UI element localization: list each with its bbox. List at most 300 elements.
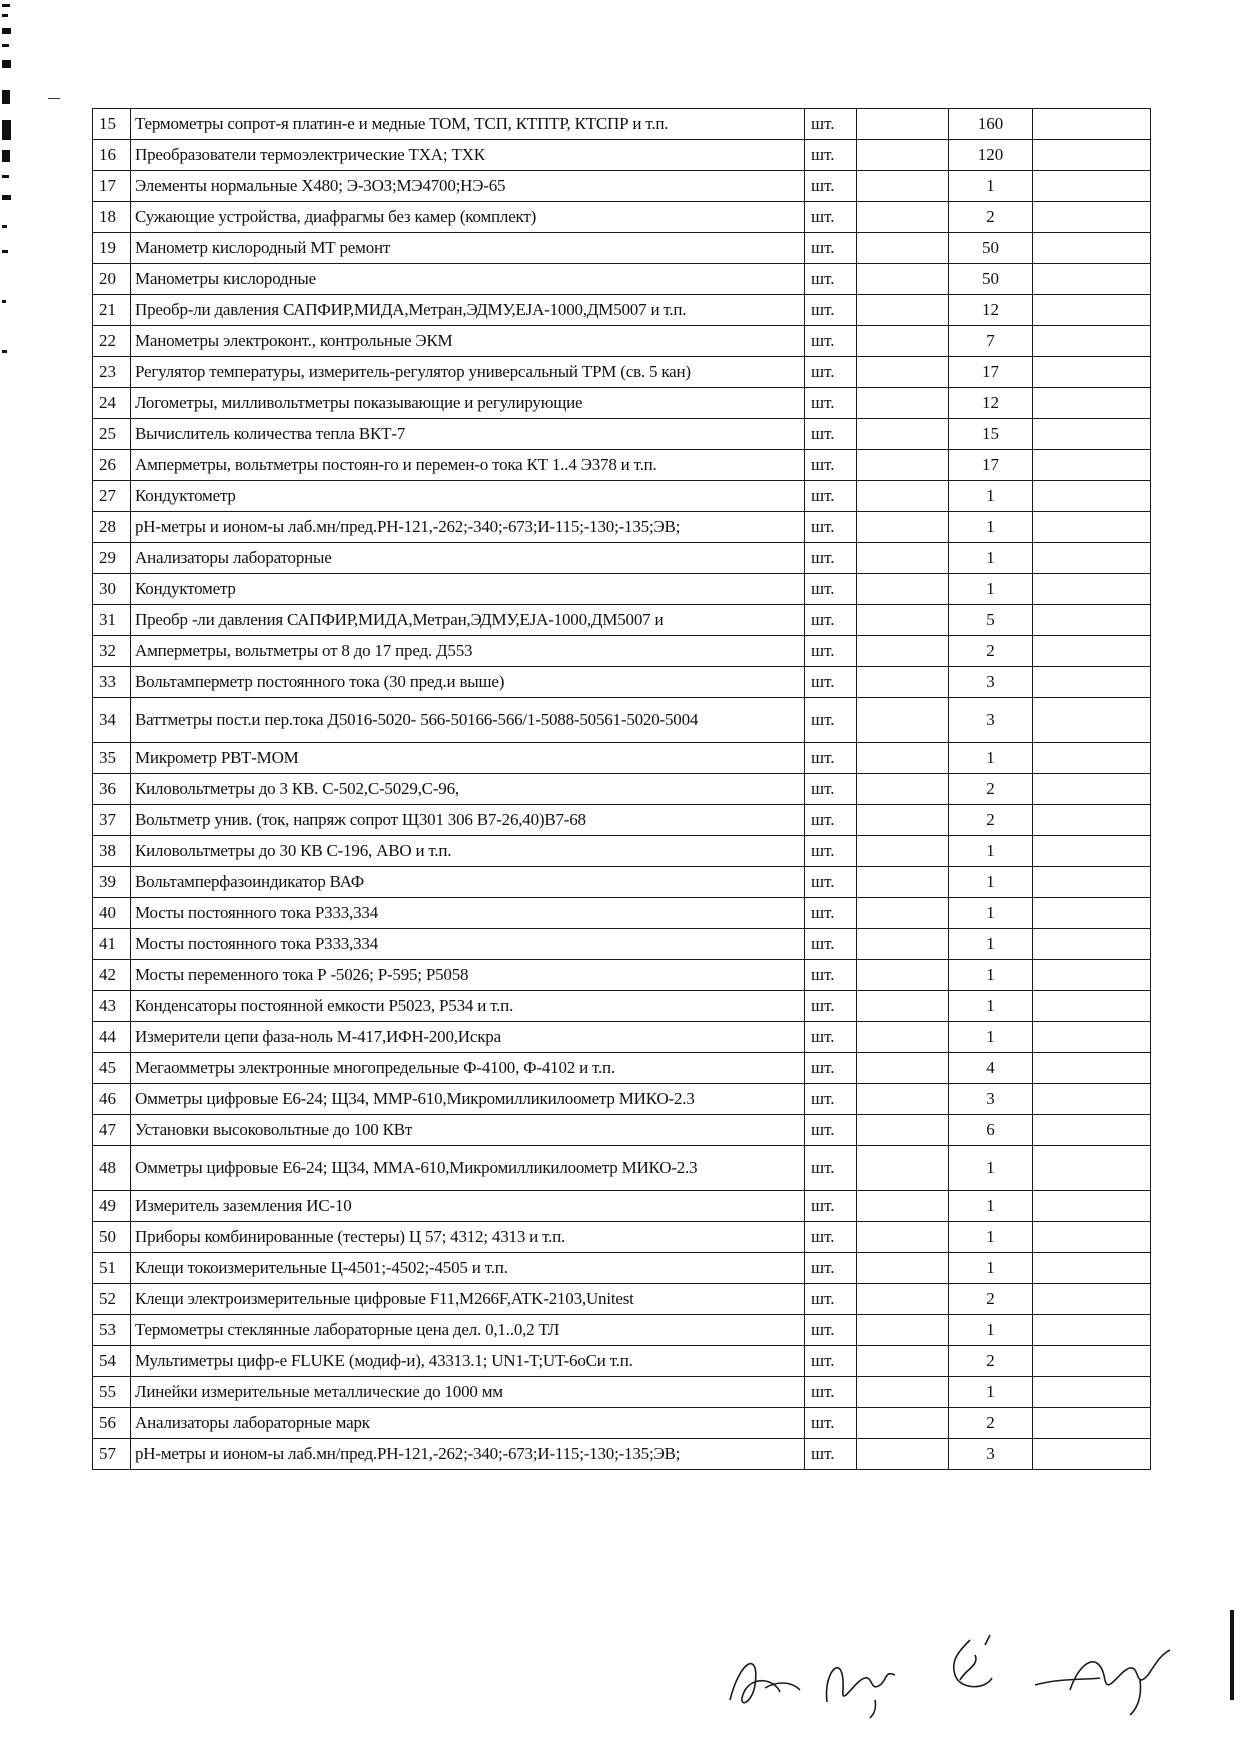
- table-row: [93, 1377, 1151, 1408]
- table-row: [93, 419, 1151, 450]
- item-name: Амперметры, вольтметры постоян-го и перемен-о тока КТ 1..4 Э378 и т.п.: [131, 450, 805, 481]
- item-quantity: 1: [949, 512, 1033, 543]
- item-quantity: 1: [949, 1146, 1033, 1191]
- empty-cell: [857, 1146, 949, 1191]
- empty-cell: [857, 1408, 949, 1439]
- item-name: Вольтамперметр постоянного тока (30 пред.и выше): [131, 667, 805, 698]
- empty-cell: [1033, 450, 1151, 481]
- empty-cell: [1033, 264, 1151, 295]
- table-row: [93, 481, 1151, 512]
- item-quantity: 50: [949, 264, 1033, 295]
- item-name: Преобразователи термоэлектрические ТХА; ТХК: [131, 140, 805, 171]
- row-number: 52: [93, 1284, 131, 1315]
- row-number: 33: [93, 667, 131, 698]
- row-number: 20: [93, 264, 131, 295]
- item-name: Логометры, милливольтметры показывающие и регулирующие: [131, 388, 805, 419]
- item-quantity: 12: [949, 295, 1033, 326]
- item-quantity: 17: [949, 357, 1033, 388]
- table-row: [93, 295, 1151, 326]
- table-row: [93, 805, 1151, 836]
- table-row: [93, 512, 1151, 543]
- item-name: Анализаторы лабораторные марк: [131, 1408, 805, 1439]
- item-unit: шт.: [805, 1222, 857, 1253]
- empty-cell: [857, 357, 949, 388]
- empty-cell: [857, 295, 949, 326]
- signature-2: [815, 1630, 905, 1720]
- item-quantity: 2: [949, 636, 1033, 667]
- table-row: [93, 264, 1151, 295]
- item-name: Ваттметры пост.и пер.тока Д5016-5020- 566-50166-566/1-5088-50561-5020-5004: [131, 698, 805, 743]
- row-number: 21: [93, 295, 131, 326]
- row-number: 24: [93, 388, 131, 419]
- item-quantity: 1: [949, 481, 1033, 512]
- item-quantity: 1: [949, 898, 1033, 929]
- empty-cell: [1033, 388, 1151, 419]
- empty-cell: [1033, 1284, 1151, 1315]
- row-number: 19: [93, 233, 131, 264]
- item-quantity: 2: [949, 1346, 1033, 1377]
- empty-cell: [1033, 1084, 1151, 1115]
- item-quantity: 6: [949, 1115, 1033, 1146]
- row-number: 17: [93, 171, 131, 202]
- item-name: Клещи электроизмерительные цифровые F11,M266F,ATK-2103,Unitest: [131, 1284, 805, 1315]
- item-name: pH-метры и ионом-ы лаб.мн/пред.PH-121,-262;-340;-673;И-115;-130;-135;ЭВ;: [131, 1439, 805, 1470]
- empty-cell: [857, 667, 949, 698]
- empty-cell: [1033, 512, 1151, 543]
- item-name: Преобр -ли давления САПФИР,МИДА,Метран,ЭДМУ,EJA-1000,ДМ5007 и: [131, 605, 805, 636]
- empty-cell: [857, 698, 949, 743]
- item-quantity: 1: [949, 1315, 1033, 1346]
- item-unit: шт.: [805, 357, 857, 388]
- empty-cell: [1033, 898, 1151, 929]
- item-name: Киловольтметры до 30 КВ С-196, АВО и т.п.: [131, 836, 805, 867]
- empty-cell: [857, 929, 949, 960]
- signature-1: [720, 1630, 810, 1720]
- row-number: 41: [93, 929, 131, 960]
- table-row: [93, 543, 1151, 574]
- row-number: 43: [93, 991, 131, 1022]
- item-quantity: 17: [949, 450, 1033, 481]
- item-name: Манометры кислородные: [131, 264, 805, 295]
- empty-cell: [857, 1191, 949, 1222]
- table-row: [93, 836, 1151, 867]
- item-name: Кондуктометр: [131, 481, 805, 512]
- empty-cell: [857, 867, 949, 898]
- table-row: [93, 667, 1151, 698]
- item-unit: шт.: [805, 667, 857, 698]
- row-number: 30: [93, 574, 131, 605]
- table-row: [93, 109, 1151, 140]
- item-quantity: 1: [949, 1377, 1033, 1408]
- row-number: 25: [93, 419, 131, 450]
- table-row: [93, 1191, 1151, 1222]
- table-row: [93, 1408, 1151, 1439]
- item-name: Кондуктометр: [131, 574, 805, 605]
- table-row: [93, 698, 1151, 743]
- item-unit: шт.: [805, 1022, 857, 1053]
- item-unit: шт.: [805, 1084, 857, 1115]
- table-row: [93, 202, 1151, 233]
- row-number: 37: [93, 805, 131, 836]
- item-unit: шт.: [805, 1284, 857, 1315]
- empty-cell: [1033, 326, 1151, 357]
- empty-cell: [857, 202, 949, 233]
- item-unit: шт.: [805, 1191, 857, 1222]
- empty-cell: [1033, 743, 1151, 774]
- table-row: [93, 960, 1151, 991]
- item-unit: шт.: [805, 867, 857, 898]
- empty-cell: [857, 1253, 949, 1284]
- item-unit: шт.: [805, 543, 857, 574]
- empty-cell: [857, 805, 949, 836]
- empty-cell: [1033, 991, 1151, 1022]
- empty-cell: [1033, 805, 1151, 836]
- row-number: 55: [93, 1377, 131, 1408]
- row-number: 51: [93, 1253, 131, 1284]
- item-unit: шт.: [805, 233, 857, 264]
- item-name: Вычислитель количества тепла ВКТ-7: [131, 419, 805, 450]
- item-quantity: 1: [949, 960, 1033, 991]
- empty-cell: [857, 543, 949, 574]
- empty-cell: [857, 140, 949, 171]
- item-unit: шт.: [805, 1253, 857, 1284]
- empty-cell: [857, 233, 949, 264]
- table-row: [93, 233, 1151, 264]
- item-name: Анализаторы лабораторные: [131, 543, 805, 574]
- item-unit: шт.: [805, 605, 857, 636]
- row-number: 35: [93, 743, 131, 774]
- row-number: 23: [93, 357, 131, 388]
- item-unit: шт.: [805, 1408, 857, 1439]
- row-number: 48: [93, 1146, 131, 1191]
- empty-cell: [857, 605, 949, 636]
- item-name: Преобр-ли давления САПФИР,МИДА,Метран,ЭДМУ,EJA-1000,ДМ5007 и т.п.: [131, 295, 805, 326]
- item-quantity: 3: [949, 1084, 1033, 1115]
- item-unit: шт.: [805, 388, 857, 419]
- item-name: Мосты переменного тока Р -5026; Р-595; Р5058: [131, 960, 805, 991]
- item-quantity: 7: [949, 326, 1033, 357]
- empty-cell: [1033, 1022, 1151, 1053]
- row-number: 49: [93, 1191, 131, 1222]
- row-number: 57: [93, 1439, 131, 1470]
- item-unit: шт.: [805, 326, 857, 357]
- empty-cell: [857, 450, 949, 481]
- item-name: Мегаомметры электронные многопредельные Ф-4100, Ф-4102 и т.п.: [131, 1053, 805, 1084]
- empty-cell: [857, 1346, 949, 1377]
- item-name: Термометры сопрот-я платин-е и медные ТОМ, ТСП, КТПТР, КТСПР и т.п.: [131, 109, 805, 140]
- empty-cell: [857, 636, 949, 667]
- row-number: 38: [93, 836, 131, 867]
- item-quantity: 4: [949, 1053, 1033, 1084]
- table-row: [93, 450, 1151, 481]
- empty-cell: [1033, 667, 1151, 698]
- empty-cell: [1033, 774, 1151, 805]
- empty-cell: [1033, 1191, 1151, 1222]
- item-unit: шт.: [805, 1315, 857, 1346]
- empty-cell: [1033, 836, 1151, 867]
- row-number: 39: [93, 867, 131, 898]
- table-row: [93, 1346, 1151, 1377]
- empty-cell: [857, 419, 949, 450]
- item-quantity: 1: [949, 1022, 1033, 1053]
- item-name: Линейки измерительные металлические до 1000 мм: [131, 1377, 805, 1408]
- item-quantity: 50: [949, 233, 1033, 264]
- empty-cell: [857, 774, 949, 805]
- item-unit: шт.: [805, 774, 857, 805]
- item-unit: шт.: [805, 743, 857, 774]
- table-row: [93, 1315, 1151, 1346]
- item-quantity: 1: [949, 867, 1033, 898]
- table-row: [93, 1284, 1151, 1315]
- item-unit: шт.: [805, 574, 857, 605]
- item-unit: шт.: [805, 481, 857, 512]
- empty-cell: [1033, 202, 1151, 233]
- row-number: 44: [93, 1022, 131, 1053]
- empty-cell: [1033, 574, 1151, 605]
- item-name: Клещи токоизмерительные Ц-4501;-4502;-4505 и т.п.: [131, 1253, 805, 1284]
- table-row: [93, 1253, 1151, 1284]
- item-quantity: 120: [949, 140, 1033, 171]
- empty-cell: [857, 1284, 949, 1315]
- empty-cell: [1033, 1315, 1151, 1346]
- row-number: 45: [93, 1053, 131, 1084]
- empty-cell: [857, 1115, 949, 1146]
- item-unit: шт.: [805, 450, 857, 481]
- table-row: [93, 1084, 1151, 1115]
- table-row: [93, 1222, 1151, 1253]
- row-number: 31: [93, 605, 131, 636]
- table-row: [93, 140, 1151, 171]
- empty-cell: [1033, 109, 1151, 140]
- item-unit: шт.: [805, 171, 857, 202]
- table-row: [93, 357, 1151, 388]
- item-quantity: 2: [949, 1284, 1033, 1315]
- empty-cell: [857, 1377, 949, 1408]
- empty-cell: [857, 481, 949, 512]
- item-unit: шт.: [805, 512, 857, 543]
- margin-mark: [48, 98, 60, 99]
- empty-cell: [857, 836, 949, 867]
- item-quantity: 1: [949, 171, 1033, 202]
- empty-cell: [1033, 1222, 1151, 1253]
- row-number: 56: [93, 1408, 131, 1439]
- table-row: [93, 1439, 1151, 1470]
- empty-cell: [857, 991, 949, 1022]
- item-quantity: 160: [949, 109, 1033, 140]
- empty-cell: [1033, 636, 1151, 667]
- item-name: Киловольтметры до 3 КВ. С-502,С-5029,С-96,: [131, 774, 805, 805]
- scan-edge-mark-right: [1230, 1610, 1234, 1700]
- item-unit: шт.: [805, 109, 857, 140]
- item-name: Измеритель заземления ИС-10: [131, 1191, 805, 1222]
- item-name: Конденсаторы постоянной емкости Р5023, Р534 и т.п.: [131, 991, 805, 1022]
- empty-cell: [857, 898, 949, 929]
- item-name: Мосты постоянного тока Р333,334: [131, 929, 805, 960]
- item-quantity: 15: [949, 419, 1033, 450]
- empty-cell: [1033, 1053, 1151, 1084]
- table-row: [93, 171, 1151, 202]
- row-number: 54: [93, 1346, 131, 1377]
- item-name: Установки высоковольтные до 100 КВт: [131, 1115, 805, 1146]
- item-name: Манометры электроконт., контрольные ЭКМ: [131, 326, 805, 357]
- item-name: Микрометр РВТ-МОМ: [131, 743, 805, 774]
- inventory-table-body: [93, 109, 1151, 1470]
- item-quantity: 1: [949, 929, 1033, 960]
- item-quantity: 1: [949, 1253, 1033, 1284]
- item-name: Мультиметры цифр-е FLUKE (модиф-и), 43313.1; UN1-T;UT-6оСи т.п.: [131, 1346, 805, 1377]
- table-row: [93, 774, 1151, 805]
- item-unit: шт.: [805, 636, 857, 667]
- row-number: 50: [93, 1222, 131, 1253]
- row-number: 27: [93, 481, 131, 512]
- table-row: [93, 929, 1151, 960]
- empty-cell: [857, 1315, 949, 1346]
- row-number: 22: [93, 326, 131, 357]
- item-quantity: 1: [949, 574, 1033, 605]
- item-quantity: 2: [949, 774, 1033, 805]
- item-quantity: 1: [949, 543, 1033, 574]
- item-unit: шт.: [805, 202, 857, 233]
- item-quantity: 3: [949, 698, 1033, 743]
- empty-cell: [857, 1022, 949, 1053]
- item-name: Вольтметр унив. (ток, напряж сопрот Щ301 306 В7-26,40)В7-68: [131, 805, 805, 836]
- empty-cell: [1033, 1115, 1151, 1146]
- row-number: 32: [93, 636, 131, 667]
- item-name: Омметры цифровые Е6-24; Щ34, ММА-610,Микромилликилоометр МИКО-2.3: [131, 1146, 805, 1191]
- empty-cell: [1033, 929, 1151, 960]
- empty-cell: [1033, 419, 1151, 450]
- empty-cell: [857, 388, 949, 419]
- empty-cell: [1033, 171, 1151, 202]
- item-unit: шт.: [805, 1115, 857, 1146]
- signature-4: [1030, 1630, 1180, 1720]
- table-row: [93, 991, 1151, 1022]
- signature-3: [930, 1630, 1020, 1720]
- item-quantity: 2: [949, 1408, 1033, 1439]
- table-row: [93, 636, 1151, 667]
- item-quantity: 5: [949, 605, 1033, 636]
- item-unit: шт.: [805, 1346, 857, 1377]
- table-row: [93, 1146, 1151, 1191]
- empty-cell: [1033, 1346, 1151, 1377]
- empty-cell: [857, 171, 949, 202]
- item-unit: шт.: [805, 419, 857, 450]
- empty-cell: [1033, 1439, 1151, 1470]
- table-row: [93, 867, 1151, 898]
- row-number: 15: [93, 109, 131, 140]
- item-quantity: 2: [949, 805, 1033, 836]
- empty-cell: [1033, 295, 1151, 326]
- item-name: pH-метры и ионом-ы лаб.мн/пред.PH-121,-262;-340;-673;И-115;-130;-135;ЭВ;: [131, 512, 805, 543]
- table-row: [93, 898, 1151, 929]
- item-quantity: 3: [949, 667, 1033, 698]
- empty-cell: [857, 743, 949, 774]
- empty-cell: [1033, 1408, 1151, 1439]
- item-name: Сужающие устройства, диафрагмы без камер (комплект): [131, 202, 805, 233]
- item-unit: шт.: [805, 1146, 857, 1191]
- row-number: 42: [93, 960, 131, 991]
- scan-edge-marks: [0, 0, 14, 360]
- empty-cell: [1033, 960, 1151, 991]
- empty-cell: [857, 1222, 949, 1253]
- table-row: [93, 326, 1151, 357]
- row-number: 46: [93, 1084, 131, 1115]
- item-quantity: 1: [949, 991, 1033, 1022]
- item-quantity: 1: [949, 1191, 1033, 1222]
- row-number: 28: [93, 512, 131, 543]
- item-name: Регулятор температуры, измеритель-регулятор универсальный ТРМ (св. 5 кан): [131, 357, 805, 388]
- empty-cell: [857, 109, 949, 140]
- row-number: 26: [93, 450, 131, 481]
- empty-cell: [1033, 233, 1151, 264]
- item-unit: шт.: [805, 805, 857, 836]
- item-quantity: 2: [949, 202, 1033, 233]
- empty-cell: [1033, 140, 1151, 171]
- item-name: Измерители цепи фаза-ноль М-417,ИФН-200,Искра: [131, 1022, 805, 1053]
- empty-cell: [1033, 698, 1151, 743]
- table-row: [93, 605, 1151, 636]
- empty-cell: [857, 512, 949, 543]
- item-name: Вольтамперфазоиндикатор ВАФ: [131, 867, 805, 898]
- item-name: Омметры цифровые Е6-24; Щ34, ММР-610,Микромилликилоометр МИКО-2.3: [131, 1084, 805, 1115]
- item-unit: шт.: [805, 836, 857, 867]
- row-number: 53: [93, 1315, 131, 1346]
- item-name: Манометр кислородный МТ ремонт: [131, 233, 805, 264]
- row-number: 47: [93, 1115, 131, 1146]
- row-number: 36: [93, 774, 131, 805]
- item-quantity: 3: [949, 1439, 1033, 1470]
- empty-cell: [857, 1084, 949, 1115]
- item-unit: шт.: [805, 898, 857, 929]
- empty-cell: [857, 960, 949, 991]
- empty-cell: [857, 1439, 949, 1470]
- item-unit: шт.: [805, 1439, 857, 1470]
- item-unit: шт.: [805, 264, 857, 295]
- empty-cell: [1033, 605, 1151, 636]
- item-name: Приборы комбинированные (тестеры) Ц 57; 4312; 4313 и т.п.: [131, 1222, 805, 1253]
- item-quantity: 12: [949, 388, 1033, 419]
- item-quantity: 1: [949, 836, 1033, 867]
- empty-cell: [1033, 1146, 1151, 1191]
- empty-cell: [857, 326, 949, 357]
- item-unit: шт.: [805, 698, 857, 743]
- item-name: Термометры стеклянные лабораторные цена дел. 0,1..0,2 ТЛ: [131, 1315, 805, 1346]
- row-number: 18: [93, 202, 131, 233]
- item-unit: шт.: [805, 991, 857, 1022]
- item-unit: шт.: [805, 1377, 857, 1408]
- row-number: 29: [93, 543, 131, 574]
- empty-cell: [1033, 1377, 1151, 1408]
- item-quantity: 1: [949, 743, 1033, 774]
- row-number: 40: [93, 898, 131, 929]
- item-name: Элементы нормальные Х480; Э-3ОЗ;МЭ4700;НЭ-65: [131, 171, 805, 202]
- empty-cell: [1033, 481, 1151, 512]
- table-row: [93, 388, 1151, 419]
- item-unit: шт.: [805, 295, 857, 326]
- item-unit: шт.: [805, 929, 857, 960]
- empty-cell: [1033, 1253, 1151, 1284]
- empty-cell: [1033, 543, 1151, 574]
- empty-cell: [857, 574, 949, 605]
- row-number: 34: [93, 698, 131, 743]
- table-row: [93, 743, 1151, 774]
- table-row: [93, 574, 1151, 605]
- row-number: 16: [93, 140, 131, 171]
- empty-cell: [857, 264, 949, 295]
- item-unit: шт.: [805, 140, 857, 171]
- table-row: [93, 1053, 1151, 1084]
- item-unit: шт.: [805, 1053, 857, 1084]
